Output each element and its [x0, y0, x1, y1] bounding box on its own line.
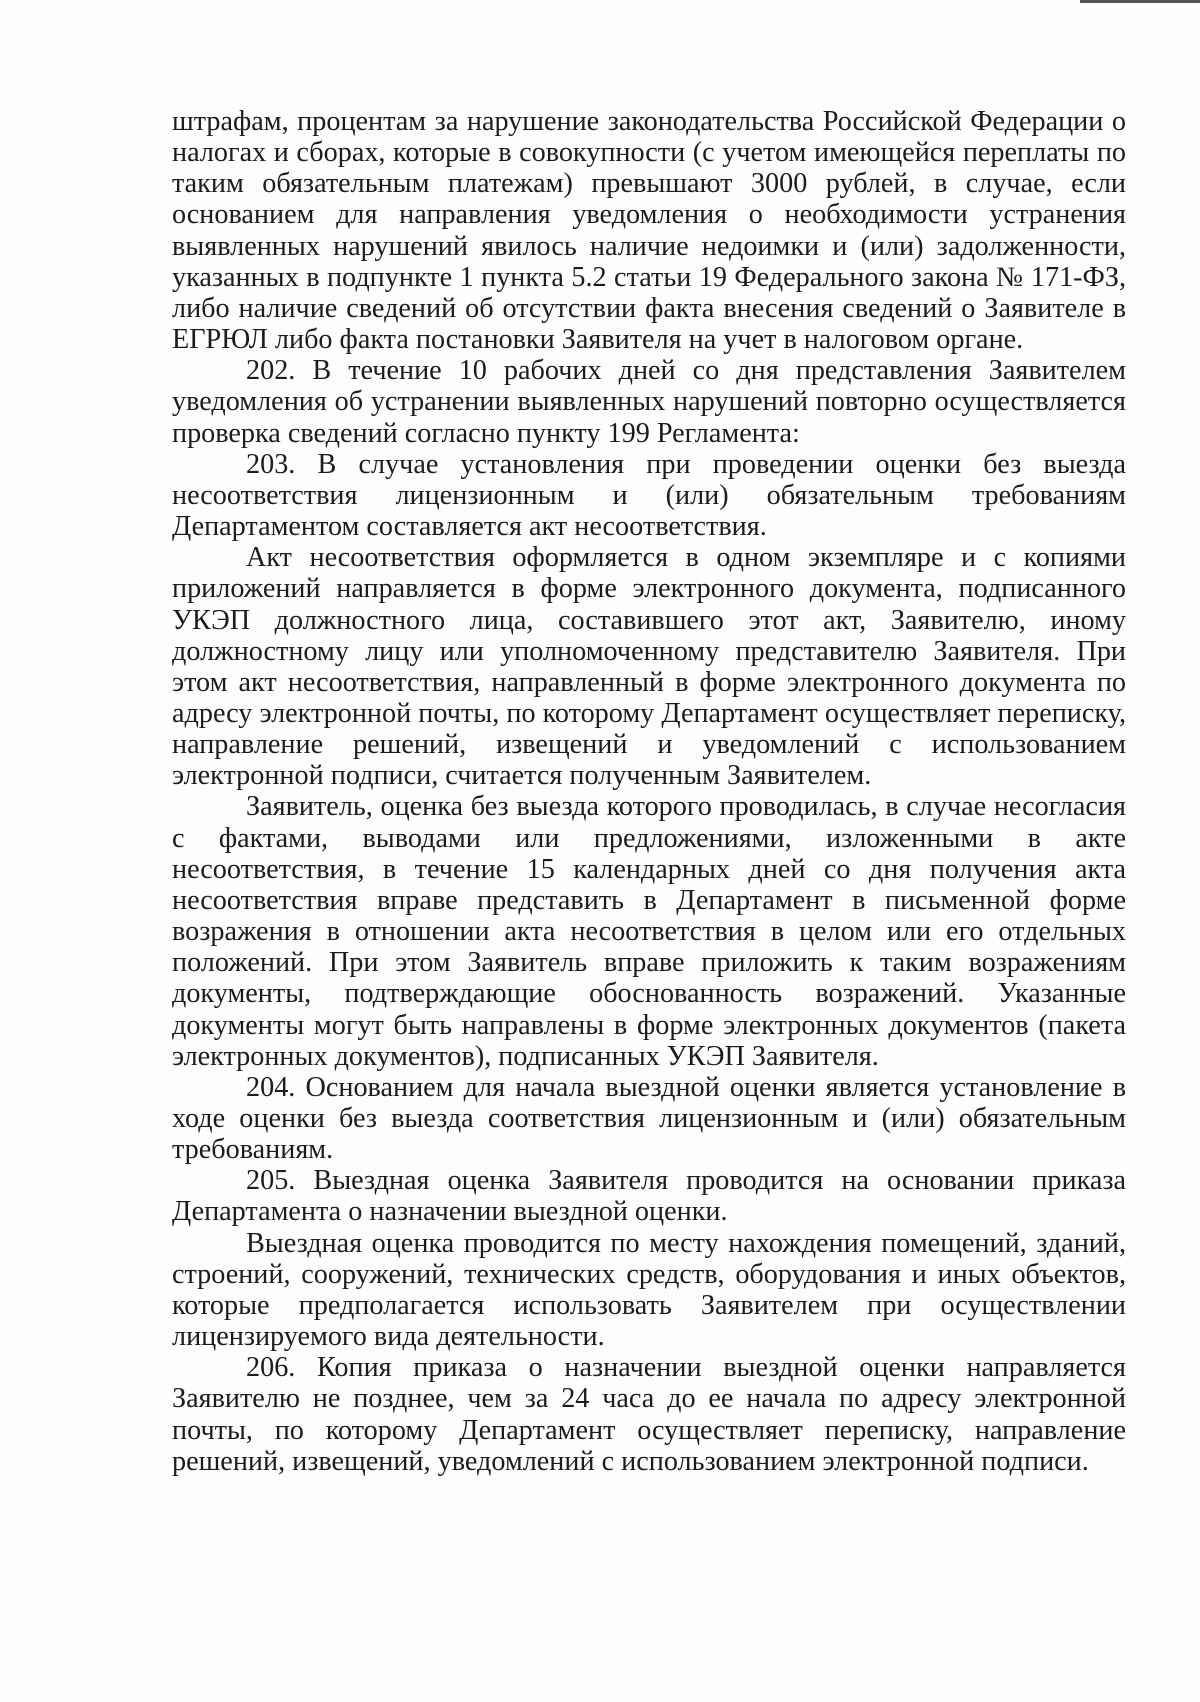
document-body	[172, 106, 1126, 1477]
paragraph-205: 205. Выездная оценка Заявителя проводится на основании приказа Департамента о назначении выездной оценки.	[172, 1165, 1126, 1228]
scan-edge-line	[1080, 0, 1200, 3]
paragraph-act-nonconformity: Акт несоответствия оформляется в одном экземпляре и с копиями приложений направляется в форме электронного документа, подписанного УКЭП должностного лица, составившего этот акт, Заявителю, иному должностному лицу или уполномоченному представителю Заявителя. При этом акт несоответствия, направленный в форме электронного документа по адресу электронной почты, по которому Департамент осуществляет переписку, направление решений, извещений и уведомлений с использованием электронной подписи, считается полученным Заявителем.	[172, 542, 1126, 792]
paragraph-202: 202. В течение 10 рабочих дней со дня представления Заявителем уведомления об устранении выявленных нарушений повторно осуществляется проверка сведений согласно пункту 199 Регламента:	[172, 355, 1126, 449]
paragraph-203: 203. В случае установления при проведении оценки без выезда несоответствия лицензионным и (или) обязательным требованиям Департаментом составляется акт несоответствия.	[172, 448, 1126, 543]
paragraph-onsite-location: Выездная оценка проводится по месту нахождения помещений, зданий, строений, сооружений, технических средств, оборудования и иных объектов, которые предполагается использовать Заявителем при осуществлении лицензируемого вида деятельности.	[172, 1227, 1126, 1353]
paragraph-204: 204. Основанием для начала выездной оценки является установление в ходе оценки без выезда соответствия лицензионным и (или) обязательным требованиям.	[172, 1071, 1126, 1166]
paragraph-continuation-taxes: штрафам, процентам за нарушение законодательства Российской Федерации о налогах и сборах, которые в совокупности (с учетом имеющейся переплаты по таким обязательным платежам) превышают 3000 рублей, в случае, если основанием для направления уведомления о необходимости устранения выявленных нарушений явилось наличие недоимки и (или) задолженности, указанных в подпункте 1 пункта 5.2 статьи 19 Федерального закона № 171-ФЗ, либо наличие сведений об отсутствии факта внесения сведений о Заявителе в ЕГРЮЛ либо факта постановки Заявителя на учет в налоговом органе.	[172, 106, 1126, 356]
paragraph-applicant-objections: Заявитель, оценка без выезда которого проводилась, в случае несогласия с фактами, выводами или предложениями, изложенными в акте несоответствия, в течение 15 календарных дней со дня получения акта несоответствия вправе представить в Департамент в письменной форме возражения в отношении акта несоответствия в целом или его отдельных положений. При этом Заявитель вправе приложить к таким возражениям документы, подтверждающие обоснованность возражений. Указанные документы могут быть направлены в форме электронных документов (пакета электронных документов), подписанных УКЭП Заявителя.	[172, 791, 1126, 1072]
paragraph-206: 206. Копия приказа о назначении выездной оценки направляется Заявителю не позднее, чем за 24 часа до ее начала по адресу электронной почты, по которому Департамент осуществляет переписку, направление решений, извещений, уведомлений с использованием электронной подписи.	[172, 1352, 1126, 1477]
